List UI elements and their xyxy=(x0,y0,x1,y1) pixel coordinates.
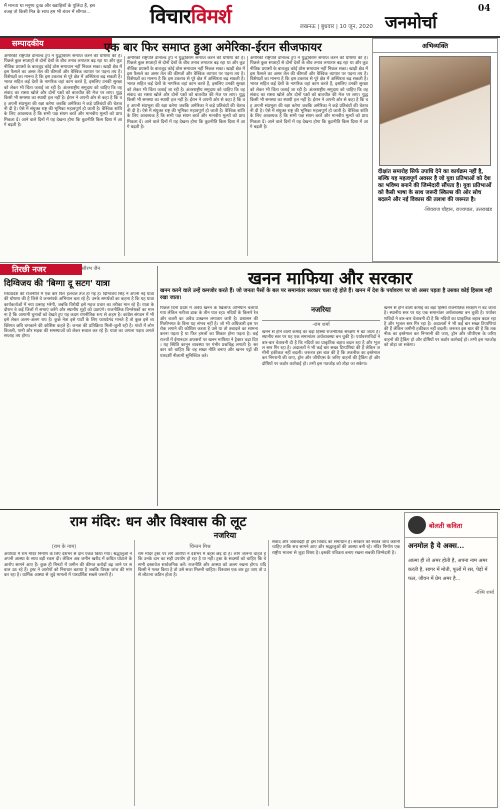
editorial-body-col2: अमेरिकी राष्ट्रपति डोनाल्ड ट्रंप ने युद्धविराम समाप्त करने की घोषणा की है। पिछले कुछ सप्ताहों से दोनों देशों के बीच तनाव लगातार बढ़ रहा था और कूटनीतिक प्रयासों के बावजूद कोई ठोस समाधान नहीं निकल सका। खाड़ी क्षेत्र में इस फैसले का असर तेल की कीमतों और वैश्विक व्यापार पर पड़ना तय है। विशेषज्ञों का मानना है कि इस टकराव से पूरे क्षेत्र में अस्थिरता बढ़ सकती है। भारत सहित कई देशों के नागरिक वहां काम करते हैं, इसलिए उनकी सुरक्षा को लेकर भी चिंता जताई जा रही है। अंतरराष्ट्रीय समुदाय को चाहिए कि वह संवाद का रास्ता खोले और दोनों पक्षों को बातचीत की मेज पर लाए। युद्ध किसी भी समस्या का स्थायी हल नहीं है। ईरान ने अपनी ओर से कहा है कि वह अपनी संप्रभुता की रक्षा करेगा जबकि अमेरिका ने कड़े प्रतिबंधों की चेतावनी दी है। ऐसे में संयुक्त राष्ट्र की भूमिका महत्वपूर्ण हो जाती है। वैश्विक शांति के लिए आवश्यक है कि सभी पक्ष संयम बरतें और मानवीय मूल्यों को प्राथमिकता दें। आने वाले दिनों में यह देखना होगा कि कूटनीति किस दिशा में आगे बढ़ती है। xyxy=(127,56,245,130)
opinion-attribution: -शिवराज चौहान, राज्यपाल, उत्तराखंड xyxy=(423,207,492,213)
page-number: 04 xyxy=(478,4,491,14)
poem-title: अनमोल है ये अक्स... xyxy=(408,541,465,550)
feature-section-label: तिरछी नजर xyxy=(0,264,82,275)
column-divider xyxy=(134,540,135,806)
section-logo xyxy=(150,2,231,29)
opinion-box xyxy=(372,38,498,262)
column-divider xyxy=(268,540,269,806)
main-column-label: नजरिया xyxy=(311,306,331,314)
bottom-body-mid: राम मंदिर ट्रस्ट पर लगे आरोपों ने देशभर में बहस छेड़ दी है। लोग जानना चाहते हैं कि उनके दान का सही उपयोग हो रहा है या नहीं। ट्रस्ट के सदस्यों को चाहिए कि वे सभी दस्तावेज सार्वजनिक करें। राजनीति और आस्था को अलग रखना होगा। यदि किसी ने गलत किया है तो उसे सजा मिलनी चाहिए। विश्वास एक बार टूट जाए तो उसे लौटाना कठिन होता है। xyxy=(138,552,266,579)
masthead-side-quote: मैं मानता था मनुष्य दुःख और ख्वाहिशों के पुलिंदा हैं, इस वजह तो किसी मित्र के साथ हम भी बंधन में सौगात... xyxy=(4,4,95,15)
poem-box-header xyxy=(405,513,497,538)
paper-name: जनमोर्चा xyxy=(385,13,437,33)
column-divider xyxy=(157,266,158,506)
poem-byline: -रश्मि शर्मा xyxy=(474,590,494,596)
column-divider xyxy=(247,56,248,256)
main-deck: खनन करने वाले उन्हें कमजोर करते हैं। जो जनता पैसों के बल पर समानांतर सरकार चला रहे होते हैं। खनन में देश के पर्यावरण पर जो असर पड़ता है उसका कोई हिसाब नहीं रखा जाता। xyxy=(160,288,492,301)
opinion-box-label: अभिव्यक्ति xyxy=(373,39,497,53)
feature-headline: दिग्विजय की 'बिग्गा दू सटग' यात्रा xyxy=(4,279,110,289)
poem-text: आत्मा ही तो अमर होती है, अपना नाम अमर करती है, सागर में मोती, फूलों में रस, पेड़ों में फल, जीवन में प्रेम अमर है... xyxy=(408,558,488,582)
poem-box xyxy=(404,512,498,808)
bottom-body-right: संवाद और जवाबदेही ही इस विवाद का समाधान है। सरकार को स्वतंत्र जांच करानी चाहिए ताकि सच सामने आए और श्रद्धालुओं की आस्था बनी रहे। मंदिर निर्माण एक राष्ट्रीय भावना से जुड़ा विषय है। इसकी पवित्रता बनाए रखना सबकी जिम्मेदारी है। xyxy=(272,540,400,556)
date-line: लखनऊ | बुधवार | 10 जून, 2020 xyxy=(300,24,373,30)
section-logo-right: विमर्श xyxy=(190,4,232,28)
editorial-headline: एक बार फिर समाप्त हुआ अमेरिका-ईरान सीजफायर xyxy=(104,40,322,54)
editorial-section-label: सम्पादकीय xyxy=(0,38,112,49)
main-headline: खनन माफिया और सरकार xyxy=(247,269,413,289)
section-logo-left: विचार xyxy=(150,4,191,28)
bottom-column-label: नजरिया xyxy=(213,531,237,540)
poem-label: बोलती कविता xyxy=(429,521,463,530)
main-body-mid: खनन से होने वाली कमाई का बड़ा हिस्सा राजनीतिक संरक्षण में बंट जाता है। स्थानीय स्तर पर यह एक समानांतर अर्थव्यवस्था बन चुकी है। पर्यावरणविदों ने बार-बार चेतावनी दी है कि नदियों का प्राकृतिक बहाव बदल रहा है और भूजल स्तर गिर रहा है। अदालतों ने भी कई बार सख्त टिप्पणियां की हैं लेकिन जमीनी हकीकत नहीं बदली। जरूरत इस बात की है कि तकनीक का इस्तेमाल कर निगरानी की जाए, ड्रोन और जीपीएस के जरिए वाहनों की ट्रैकिंग हो और दोषियों पर कठोर कार्रवाई हो। तभी इस गठजोड़ को तोड़ा जा सकेगा। xyxy=(262,330,380,367)
editorial-body-col3: अमेरिकी राष्ट्रपति डोनाल्ड ट्रंप ने युद्धविराम समाप्त करने की घोषणा की है। पिछले कुछ सप्ताहों से दोनों देशों के बीच तनाव लगातार बढ़ रहा था और कूटनीतिक प्रयासों के बावजूद कोई ठोस समाधान नहीं निकल सका। खाड़ी क्षेत्र में इस फैसले का असर तेल की कीमतों और वैश्विक व्यापार पर पड़ना तय है। विशेषज्ञों का मानना है कि इस टकराव से पूरे क्षेत्र में अस्थिरता बढ़ सकती है। भारत सहित कई देशों के नागरिक वहां काम करते हैं, इसलिए उनकी सुरक्षा को लेकर भी चिंता जताई जा रही है। अंतरराष्ट्रीय समुदाय को चाहिए कि वह संवाद का रास्ता खोले और दोनों पक्षों को बातचीत की मेज पर लाए। युद्ध किसी भी समस्या का स्थायी हल नहीं है। ईरान ने अपनी ओर से कहा है कि वह अपनी संप्रभुता की रक्षा करेगा जबकि अमेरिका ने कड़े प्रतिबंधों की चेतावनी दी है। ऐसे में संयुक्त राष्ट्र की भूमिका महत्वपूर्ण हो जाती है। वैश्विक शांति के लिए आवश्यक है कि सभी पक्ष संयम बरतें और मानवीय मूल्यों को प्राथमिकता दें। आने वाले दिनों में यह देखना होगा कि कूटनीति किस दिशा में आगे बढ़ती है। xyxy=(250,56,368,130)
feature-body: मध्यप्रदेश की राजनीति में एक बार फिर हलचल तेज हो गई है। दिग्विजय सिंह ने अपनी नई यात्रा की घोषणा की है जिसे वे जनसंपर्क अभियान बता रहे हैं। उनके समर्थकों का कहना है कि यह यात्रा कार्यकर्ताओं में नया उत्साह भरेगी, जबकि विरोधी इसे महज प्रचार का तरीका मान रहे हैं। यात्रा के दौरान वे कई जिलों में सभाएं करेंगे और स्थानीय मुद्दों को उठाएंगे। राजनीतिक विश्लेषकों का मानना है कि आगामी चुनावों को देखते हुए यह कदम रणनीतिक रूप से अहम है। कांग्रेस संगठन में भी इसे लेकर अलग-अलग राय है। कुछ नेता इसे पार्टी के लिए फायदेमंद मानते हैं तो कुछ इसे व्यक्तिगत छवि चमकाने की कोशिश कहते हैं। जनता की प्रतिक्रिया मिली-जुली रही है। गांवों में लोग बिजली, पानी और सड़क की समस्याओं को लेकर सवाल कर रहे हैं। यात्रा का अगला पड़ाव अगले सप्ताह तय होगा। xyxy=(4,292,154,340)
opinion-quote: दीक्षांत समारोह सिर्फ उपाधि देने का कार्यक्रम नहीं है, बल्कि यह महत्वपूर्ण अवसर है जो युवा प्रतिभाओं को देश का भविष्य बनाने की जिम्मेदारी सौंपता है। युवा प्रतिभाओं को कैसी भाषा के साथ जरूरी स्किल्स की ओर सोच बदलने और नई विकास की तलाश की जरूरत है। xyxy=(378,169,492,203)
feature-byline: -सौरभ जैन xyxy=(80,266,101,272)
section-divider xyxy=(0,509,500,510)
poem-icon xyxy=(408,516,426,534)
main-column-box xyxy=(262,306,380,321)
opinion-photo xyxy=(379,56,491,166)
main-body-right: खनन से होने वाली कमाई का बड़ा हिस्सा राजनीतिक संरक्षण में बंट जाता है। स्थानीय स्तर पर यह एक समानांतर अर्थव्यवस्था बन चुकी है। पर्यावरणविदों ने बार-बार चेतावनी दी है कि नदियों का प्राकृतिक बहाव बदल रहा है और भूजल स्तर गिर रहा है। अदालतों ने भी कई बार सख्त टिप्पणियां की हैं लेकिन जमीनी हकीकत नहीं बदली। जरूरत इस बात की है कि तकनीक का इस्तेमाल कर निगरानी की जाए, ड्रोन और जीपीएस के जरिए वाहनों की ट्रैकिंग हो और दोषियों पर कठोर कार्रवाई हो। तभी इस गठजोड़ को तोड़ा जा सकेगा। xyxy=(384,306,496,349)
bottom-sub-left: (राम के नाम) xyxy=(51,544,77,550)
column-divider xyxy=(124,56,125,256)
main-column-byline: -राम शर्मा xyxy=(312,322,330,328)
bottom-sub-mid: चिन्तन मिश्र xyxy=(189,544,211,550)
section-divider xyxy=(0,262,500,263)
main-body-left: पिछले दिनों प्रदेश में अवैध खनन के खिलाफ अभियान चलाया गया लेकिन नतीजा ढाक के तीन पात रहा। नदियों के किनारे रेत और बजरी का अवैध उत्खनन लगातार जारी है। प्रशासन की मिलीभगत के बिना यह संभव नहीं है। जो भी अधिकारी इस पर रोक लगाने की कोशिश करता है उसे या तो तबादले का सामना करना पड़ता है या फिर हमलों का शिकार होना पड़ता है। कई राज्यों में ईमानदार अफसरों पर खनन माफिया ने ट्रैक्टर चढ़ा दिए। यह स्थिति कानून व्यवस्था पर गंभीर प्रश्नचिह्न लगाती है। सरकार को चाहिए कि वह सख्त नीति बनाए और खनन पट्टों की पारदर्शी नीलामी सुनिश्चित करे। xyxy=(160,306,258,359)
bottom-body-left: अयोध्या में राम मंदिर निर्माण के लिए देशभर से दान एकत्र किया गया। श्रद्धालुओं ने अपनी आस्था के साथ बड़ी रकम दी। लेकिन अब जमीन खरीद में कथित घोटाले के आरोप सामने आए हैं। कुछ ही मिनटों में जमीन की कीमत करोड़ों बढ़ जाने पर सवाल उठ रहे हैं। ट्रस्ट ने आरोपों को निराधार बताया है जबकि विपक्ष जांच की मांग कर रहा है। धार्मिक आस्था से जुड़े मामलों में पारदर्शिता सबसे जरूरी है। xyxy=(4,552,132,579)
bottom-headline: राम मंदिर: धन और विश्वास की लूट xyxy=(70,514,247,530)
editorial-body-col1: अमेरिकी राष्ट्रपति डोनाल्ड ट्रंप ने युद्धविराम समाप्त करने की घोषणा की है। पिछले कुछ सप्ताहों से दोनों देशों के बीच तनाव लगातार बढ़ रहा था और कूटनीतिक प्रयासों के बावजूद कोई ठोस समाधान नहीं निकल सका। खाड़ी क्षेत्र में इस फैसले का असर तेल की कीमतों और वैश्विक व्यापार पर पड़ना तय है। विशेषज्ञों का मानना है कि इस टकराव से पूरे क्षेत्र में अस्थिरता बढ़ सकती है। भारत सहित कई देशों के नागरिक वहां काम करते हैं, इसलिए उनकी सुरक्षा को लेकर भी चिंता जताई जा रही है। अंतरराष्ट्रीय समुदाय को चाहिए कि वह संवाद का रास्ता खोले और दोनों पक्षों को बातचीत की मेज पर लाए। युद्ध किसी भी समस्या का स्थायी हल नहीं है। ईरान ने अपनी ओर से कहा है कि वह अपनी संप्रभुता की रक्षा करेगा जबकि अमेरिका ने कड़े प्रतिबंधों की चेतावनी दी है। ऐसे में संयुक्त राष्ट्र की भूमिका महत्वपूर्ण हो जाती है। वैश्विक शांति के लिए आवश्यक है कि सभी पक्ष संयम बरतें और मानवीय मूल्यों को प्राथमिकता दें। आने वाले दिनों में यह देखना होगा कि कूटनीति किस दिशा में आगे बढ़ती है। xyxy=(4,54,122,128)
